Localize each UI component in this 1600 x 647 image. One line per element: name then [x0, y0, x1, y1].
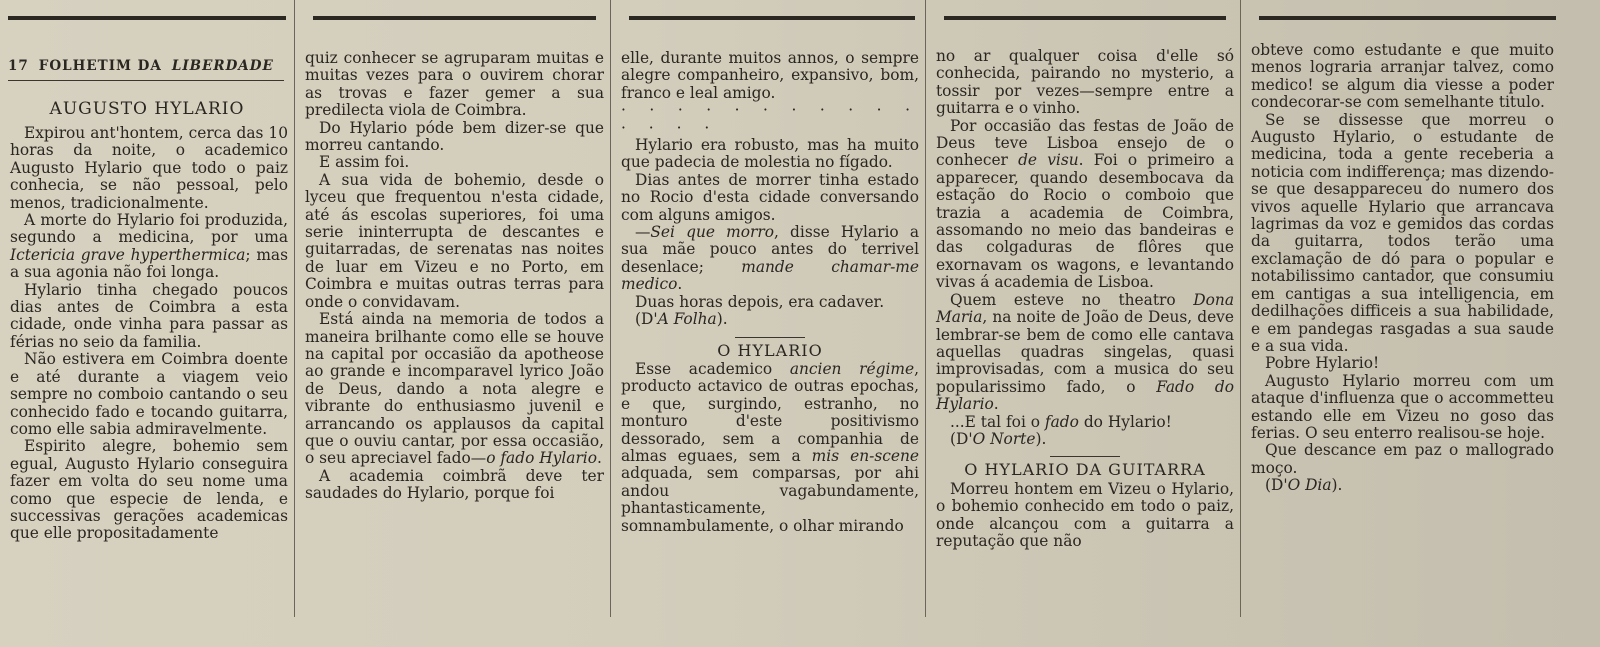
column-2 — [295, 0, 610, 647]
column-5 — [1241, 0, 1600, 647]
paragraph: Duas horas depois, era cadaver. — [635, 292, 885, 311]
paragraph: Augusto Hylario morreu com um ataque d'influenza que o accommetteu estando elle em Vizeu no goso das ferias. O seu enterro realisou-se hoje. — [1251, 371, 1554, 442]
paragraph: A academia coimbrã deve ter saudades do Hylario, porque foi — [305, 466, 604, 503]
source-citation: (D'O Dia). — [1265, 476, 1343, 495]
column-5-text — [1241, 42, 1600, 495]
column-4 — [926, 0, 1240, 647]
paragraph: Do Hylario póde bem dizer-se que morreu cantando. — [305, 118, 604, 155]
source-citation: (D'A Folha). — [635, 310, 728, 329]
top-rule — [944, 16, 1226, 20]
paragraph: Está ainda na memoria de todos a maneira brilhante como elle se houve na capital por occasião da apotheose ao grande e incomparavel lyrico João de Deus, dando a nota alegre e vibrante do enthusiasmo juvenil e arrancando os applausos da capital que o ouviu cantar, por essa occasião, o seu apreciavel fado—o fado Hylario. — [305, 310, 604, 468]
top-rule — [313, 16, 596, 20]
column-1 — [0, 0, 294, 647]
section-title: O HYLARIO DA GUITARRA — [964, 460, 1206, 480]
section-rule — [1050, 456, 1120, 457]
article-title: AUGUSTO HYLARIO — [49, 99, 245, 119]
source-citation: (D'O Norte). — [950, 429, 1047, 448]
paragraph: Não estivera em Coimbra doente e até durante a viagem veio sempre no comboio cantando o seu conhecido fado e tocando guitarra, como elle sabia admiravelmente. — [10, 350, 288, 438]
paragraph: Pobre Hylario! — [1265, 354, 1380, 373]
paragraph: elle, durante muitos annos, o sempre alegre companheiro, expansivo, bom, franco e leal amigo. — [621, 49, 919, 102]
column-3 — [611, 0, 925, 647]
paragraph: A sua vida de bohemio, desde o lyceu que frequentou n'esta cidade, até ás escolas superiores, foi uma serie ininterrupta de descantes e guitarradas, de serenatas nas noites de luar em Vizeu e no Porto, em Coimbra e muitas outras terras para onde o convidavam. — [305, 170, 604, 311]
paragraph: Por occasião das festas de João de Deus teve Lisboa ensejo de o conhecer de visu. Foi o primeiro a apparecer, quando desembocava da estação do Rocio o comboio que trazia a academia de Coimbra, assomando no meio das bandeiras e das colgaduras de flôres que exornavam os wagons, e levantando vivas á academia de Lisboa. — [936, 116, 1235, 292]
folhetim-paper: LIBERDADE — [171, 58, 274, 74]
paragraph: —Sei que morro, disse Hylario a sua mãe pouco antes do terrivel desenlace; mande chamar-me medico. — [621, 223, 919, 294]
top-rule — [8, 16, 286, 20]
paragraph: Morreu hontem em Vizeu o Hylario, o bohemio conhecido em todo o paiz, onde alcançou com a guitarra a reputação que não — [936, 479, 1234, 550]
paragraph: Dias antes de morrer tinha estado no Rocio d'esta cidade conversando com alguns amigos. — [621, 170, 919, 224]
top-rule — [1259, 16, 1556, 20]
paragraph: quiz conhecer se agruparam muitas e muitas vezes para o ouvirem chorar as trovas e fazer gemer a sua predilecta viola de Coimbra. — [305, 49, 604, 120]
paragraph: Hylario tinha chegado poucos dias antes de Coimbra a esta cidade, onde vinha para passar as férias no seio da familia. — [10, 280, 288, 351]
section-rule — [735, 337, 805, 338]
paragraph: A morte do Hylario foi produzida, segundo a medicina, por uma Ictericia grave hyperthermica; mas a sua agonia não foi longa. — [10, 211, 288, 282]
column-3-text — [611, 50, 925, 535]
paragraph: Hylario era robusto, mas ha muito que padecia de molestia no fígado. — [621, 136, 919, 172]
column-4-text — [926, 48, 1240, 550]
folhetim-label: FOLHETIM DA — [38, 58, 162, 74]
folhetim-number: 17 — [8, 58, 29, 74]
paragraph: Quem esteve no theatro Dona Maria, na noite de João de Deus, deve lembrar-se bem de como elle cantava aquellas quadras singelas, quasi improvisadas, com a musica do seu popularissimo fado, o Fado do Hylario. — [936, 290, 1234, 414]
paragraph: Que descance em paz o mallogrado moço. — [1251, 441, 1554, 477]
column-2-text — [295, 50, 610, 503]
column-1-text — [0, 125, 294, 543]
paragraph: obteve como estudante e que muito menos lograria arranjar talvez, como medico! se algum dia viesse a poder condecorar-se com semelhante titulo. — [1251, 41, 1554, 112]
paragraph: Espirito alegre, bohemio sem egual, Augusto Hylario conseguira fazer em volta do seu nome uma como que especie de lenda, e successivas gerações academicas que elle propositadamente — [10, 437, 288, 543]
paragraph: E assim foi. — [319, 153, 410, 172]
dotted-separator: · · · · · · · · · · · · · · · — [621, 101, 919, 137]
paragraph: no ar qualquer coisa d'elle só conhecida, pairando no mysterio, a tossir por vezes—sempre entre a guitarra e o vinho. — [936, 47, 1234, 118]
section-title: O HYLARIO — [717, 340, 823, 360]
paragraph: ...E tal foi o fado do Hylario! — [950, 412, 1172, 431]
paragraph: Se se dissesse que morreu o Augusto Hylario, o estudante de medicina, toda a gente receberia a noticia com indifferença; mas dizendo-se que desappareceu do numero dos vivos aquelle Hylario que arrancava lagrimas da voz e gemidos das cordas da guitarra, todos terão uma exclamação de dó para o popular e notabilissimo cantador, que consumiu em cantigas a sua intelligencia, em dedilhações difficeis a sua habilidade, e em pandegas rasgadas a sua saude e a sua vida. — [1251, 110, 1554, 355]
top-rule — [629, 16, 915, 20]
paragraph: Expirou ant'hontem, cerca das 10 horas da noite, o academico Augusto Hylario que todo o paiz conhecia, se não pessoal, pelo menos, tradicionalmente. — [10, 124, 288, 212]
paragraph: Esse academico ancien régime, producto actavico de outras epochas, e que, surgindo, estranho, no monturo d'este positivismo dessorado, sem a companhia de almas eguaes, sem a mis en-scene adquada, sem comparsas, por ahi andou vagabundamente, phantasticamente, somnambulamente, o olhar mirando — [621, 359, 919, 535]
folhetim-header — [8, 58, 284, 81]
